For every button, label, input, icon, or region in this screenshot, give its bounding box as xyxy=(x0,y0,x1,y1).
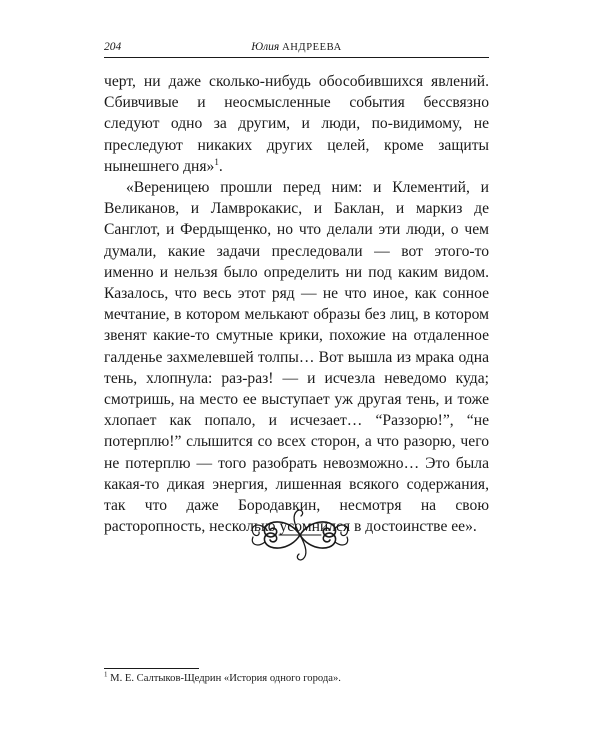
body-text xyxy=(104,71,489,537)
author-last-name: АНДРЕЕВА xyxy=(282,42,342,53)
paragraph-continued: черт, ни даже сколько-нибудь обособившихся явлений. Сбивчивые и неосмысленные события бессвязно следуют одно за другим, и люди, по-видимому, не преследуют никаких других целей, кроме защиты нынешнего дня»$^1$. xyxy=(104,73,489,175)
footnote-text: М. Е. Салтыков-Щедрин «История одного города». xyxy=(110,673,341,684)
running-title xyxy=(104,41,489,53)
running-head xyxy=(104,38,489,58)
paragraph-quote: «Вереницею прошли перед ним: и Клементий, и Великанов, и Ламврокакис, и Баклан, и маркиз де Санглот, и Фердыщенко, но что делали эти люди, о чем думали, какие задачи преследовали — вот этого-то именно и нельзя было определить ни под каким видом. Казалось, что весь этот ряд — не что иное, как сонное мечтание, в котором мелькают образы без лиц, в котором звенят какие-то смутные крики, похожие на отдаленное галденье захмелевшей толпы… Вот вышла из мрака одна тень, хлопнула: раз-раз! — и исчезла неведомо куда; смотришь, на место ее выступает уж другая тень, и тоже хлопает как попало, и исчезает… “Раззорю!”, “не потерплю!” слышится со всех сторон, а что разорю, чего не потерплю — того разобрать невозможно… Это была какая-то дикая энергия, лишенная всякого содержания, так что даже Бородавкин, несмотря на свою расторопность, несколько усомнился в достоинстве ее». xyxy=(104,179,489,536)
footnote-reference: 1 xyxy=(214,156,219,167)
page-number: 204 xyxy=(104,41,122,53)
footnote-marker: 1 xyxy=(104,670,108,679)
flourish-ornament-icon xyxy=(245,506,355,564)
paragraph-1-text: черт, ни даже сколько-нибудь обособившихся явлений. Сбивчивые и неосмысленные события бессвязно следуют одно за другим, и люди, по-видимому, не преследуют никаких других целей, кроме защиты нынешнего дня» xyxy=(104,73,489,175)
footnote-rule xyxy=(104,668,199,669)
header-rule xyxy=(104,57,489,58)
author-first-name: Юлия xyxy=(251,41,280,53)
footnote xyxy=(104,672,489,686)
